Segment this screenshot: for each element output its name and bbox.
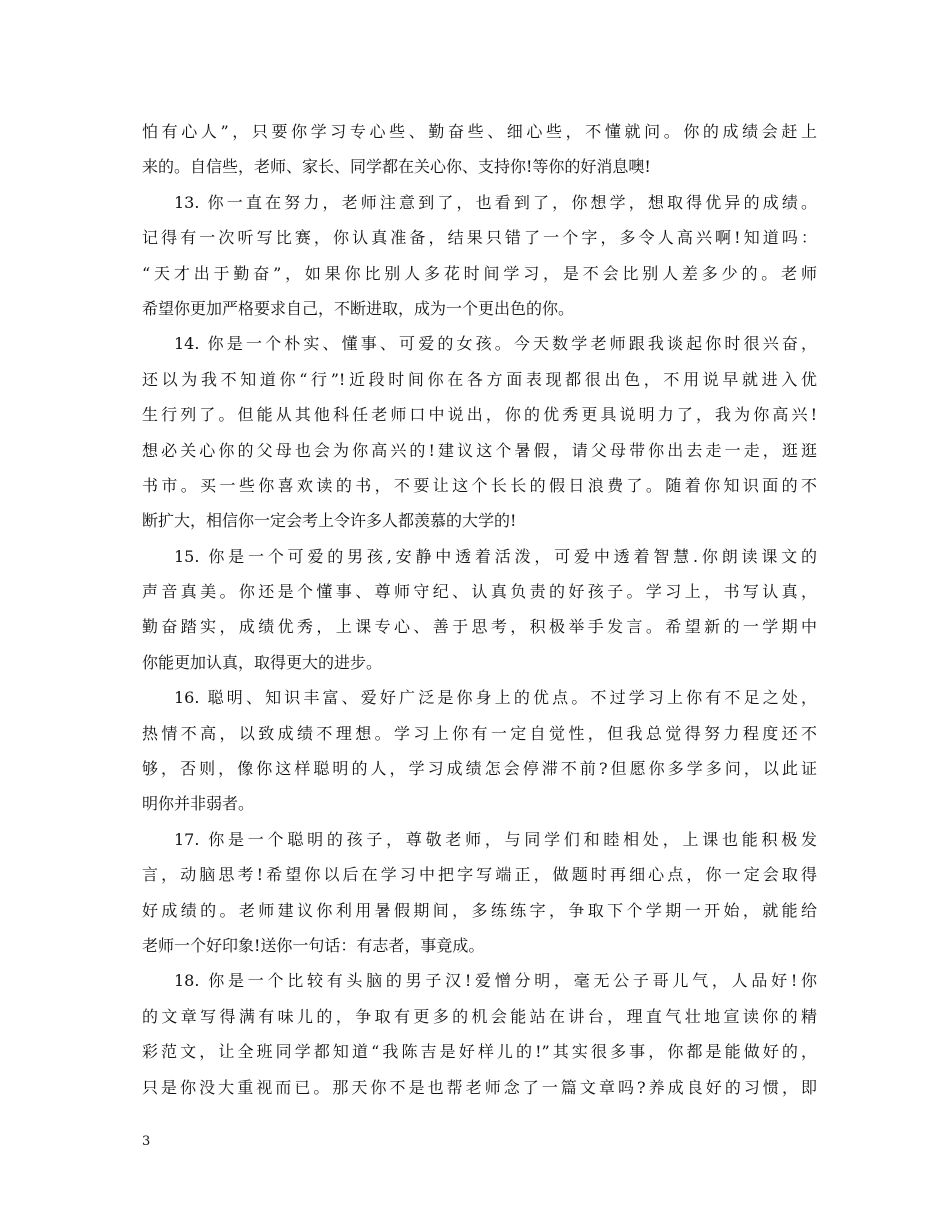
text-line: 15. 你是一个可爱的男孩,安静中透着活泼，可爱中透着智慧.你朗读课文的 — [174, 546, 817, 566]
text-line: 只是你没大重视而已。那天你不是也帮老师念了一篇文章吗?养成良好的习惯，即 — [142, 1077, 817, 1097]
text-line: 老师一个好印象!送你一句话：有志者，事竟成。 — [142, 935, 485, 955]
text-line: 热情不高，以致成绩不理想。学习上你有一定自觉性，但我总觉得努力程度还不 — [142, 723, 817, 743]
text-line: 来的。自信些，老师、家长、同学都在关心你、支持你!等你的好消息噢! — [142, 157, 651, 177]
text-line: 好成绩的。老师建议你利用暑假期间，多练练字，争取下个学期一开始，就能给 — [142, 900, 817, 920]
text-line: 怕有心人”，只要你学习专心些、勤奋些、细心些，不懂就问。你的成绩会赶上 — [142, 122, 817, 141]
text-line: 勤奋踏实，成绩优秀，上课专心、善于思考，积极举手发言。希望新的一学期中 — [142, 617, 817, 637]
text-line: 生行列了。但能从其他科任老师口中说出，你的优秀更具说明力了，我为你高兴! — [142, 405, 817, 425]
text-line: 17. 你是一个聪明的孩子，尊敬老师，与同学们和睦相处，上课也能积极发 — [174, 829, 817, 849]
page-number: 3 — [142, 1134, 151, 1149]
text-line: 明你并非弱者。 — [142, 794, 255, 814]
text-line: 13. 你一直在努力，老师注意到了，也看到了，你想学，想取得优异的成绩。 — [174, 192, 817, 212]
text-line: 彩范文，让全班同学都知道“我陈吉是好样儿的!”其实很多事，你都是能做好的， — [142, 1042, 817, 1062]
text-line: 希望你更加严格要求自己，不断进取，成为一个更出色的你。 — [142, 298, 575, 318]
text-line: 够，否则，像你这样聪明的人，学习成绩怎会停滞不前?但愿你多学多问，以此证 — [142, 759, 817, 779]
text-line: 言，动脑思考!希望你以后在学习中把字写端正，做题时再细心点，你一定会取得 — [142, 865, 817, 885]
text-line: 记得有一次听写比赛，你认真准备，结果只错了一个字，多令人高兴啊!知道吗： — [142, 228, 817, 248]
text-line: 的文章写得满有味儿的，争取有更多的机会能站在讲台，理直气壮地宣读你的精 — [142, 1006, 817, 1026]
text-line: 还以为我不知道你“行”!近段时间你在各方面表现都很出色，不用说早就进入优 — [142, 369, 817, 389]
body-text — [142, 114, 817, 1105]
text-line: 14. 你是一个朴实、懂事、可爱的女孩。今天数学老师跟我谈起你时很兴奋， — [174, 334, 817, 354]
text-line: 想必关心你的父母也会为你高兴的!建议这个暑假，请父母带你出去走一走，逛逛 — [142, 440, 817, 460]
text-line: 你能更加认真，取得更大的进步。 — [142, 652, 383, 672]
text-line: “天才出于勤奋”，如果你比别人多花时间学习，是不会比别人差多少的。老师 — [142, 263, 817, 283]
text-line: 书市。买一些你喜欢读的书，不要让这个长长的假日浪费了。随着你知识面的不 — [142, 475, 817, 495]
text-line: 18. 你是一个比较有头脑的男子汉!爱憎分明，毫无公子哥儿气，人品好!你 — [174, 971, 817, 991]
text-line: 声音真美。你还是个懂事、尊师守纪、认真负责的好孩子。学习上，书写认真， — [142, 582, 817, 602]
text-line: 断扩大，相信你一定会考上令许多人都羡慕的大学的! — [142, 511, 517, 531]
text-line: 16. 聪明、知识丰富、爱好广泛是你身上的优点。不过学习上你有不足之处， — [174, 688, 817, 708]
